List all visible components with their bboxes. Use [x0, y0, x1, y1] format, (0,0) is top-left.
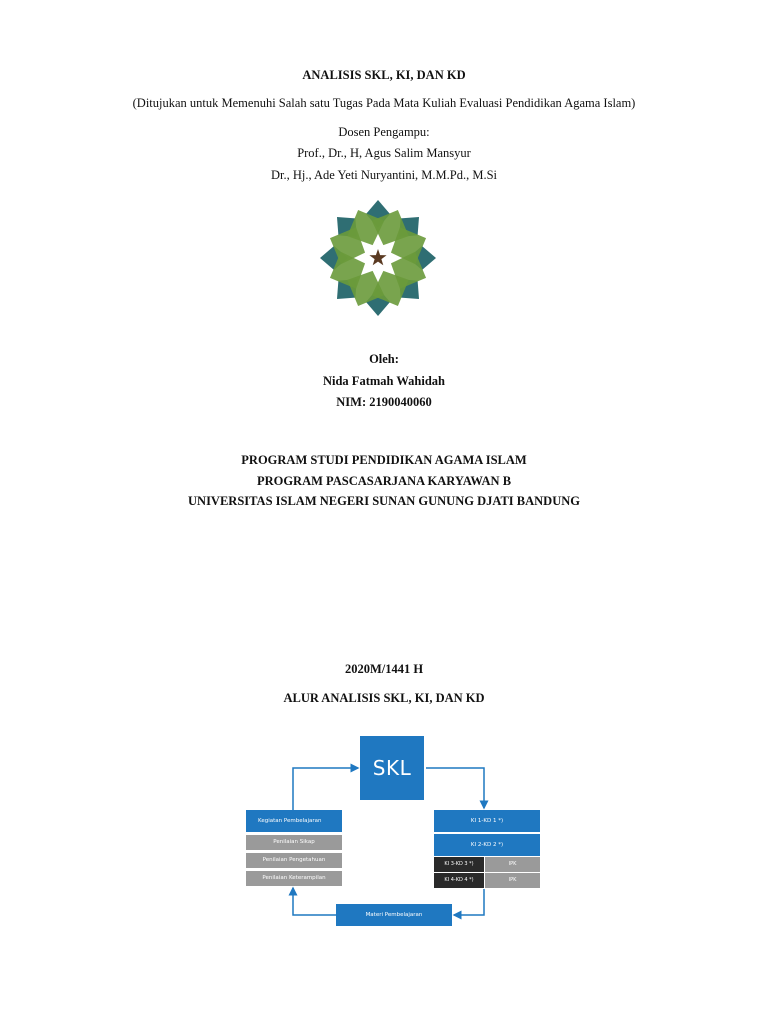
ki3-kd3-box: KI 3-KD 3 *) [434, 857, 484, 872]
arrow-kegiatan-to-skl [293, 768, 358, 810]
graduate-program: PROGRAM PASCASARJANA KARYAWAN B [256, 474, 512, 488]
author-label: Oleh: [369, 352, 399, 366]
arrow-materi-to-penilaian [293, 888, 336, 915]
skl-flow-diagram [240, 728, 544, 928]
ki2-kd2-box: KI 2-KD 2 *) [434, 834, 540, 856]
document-purpose: (Ditujukan untuk Memenuhi Salah satu Tugas Pada Mata Kuliah Evaluasi Pendidikan Agama Islam) [132, 96, 636, 110]
ki1-kd1-box: KI 1-KD 1 *) [434, 810, 540, 832]
author-nim: NIM: 2190040060 [336, 395, 432, 409]
section-title: ALUR ANALISIS SKL, KI, DAN KD [283, 691, 485, 705]
document-title: ANALISIS SKL, KI, DAN KD [302, 68, 466, 82]
materi-pembelajaran-box: Materi Pembelajaran [336, 904, 452, 926]
academic-year: 2020M/1441 H [344, 662, 424, 676]
penilaian-sikap-box: Penilaian Sikap [246, 834, 342, 850]
star-icon [369, 249, 386, 265]
lecturer-heading: Dosen Pengampu: [338, 125, 430, 139]
arrow-ki-to-materi [454, 889, 484, 915]
ipk-box-1: IPK [485, 857, 540, 872]
ki4-kd4-box: KI 4-KD 4 *) [434, 873, 484, 888]
university-logo-icon [318, 198, 438, 318]
ipk-box-2: IPK [485, 873, 540, 888]
lecturer-2: Dr., Hj., Ade Yeti Nuryantini, M.M.Pd., M.Si [270, 168, 498, 182]
author-name: Nida Fatmah Wahidah [322, 374, 446, 388]
penilaian-keterampilan-box: Penilaian Keterampilan [246, 870, 342, 886]
penilaian-pengetahuan-box: Penilaian Pengetahuan [246, 852, 342, 868]
lecturer-1: Prof., Dr., H, Agus Salim Mansyur [297, 146, 471, 160]
skl-box: SKL [360, 736, 424, 800]
university-name: UNIVERSITAS ISLAM NEGERI SUNAN GUNUNG DJATI BANDUNG [188, 494, 580, 508]
arrow-skl-to-ki [426, 768, 484, 808]
kegiatan-pembelajaran-box: Kegiatan Pembelajaran [246, 810, 342, 832]
study-program: PROGRAM STUDI PENDIDIKAN AGAMA ISLAM [241, 453, 527, 467]
